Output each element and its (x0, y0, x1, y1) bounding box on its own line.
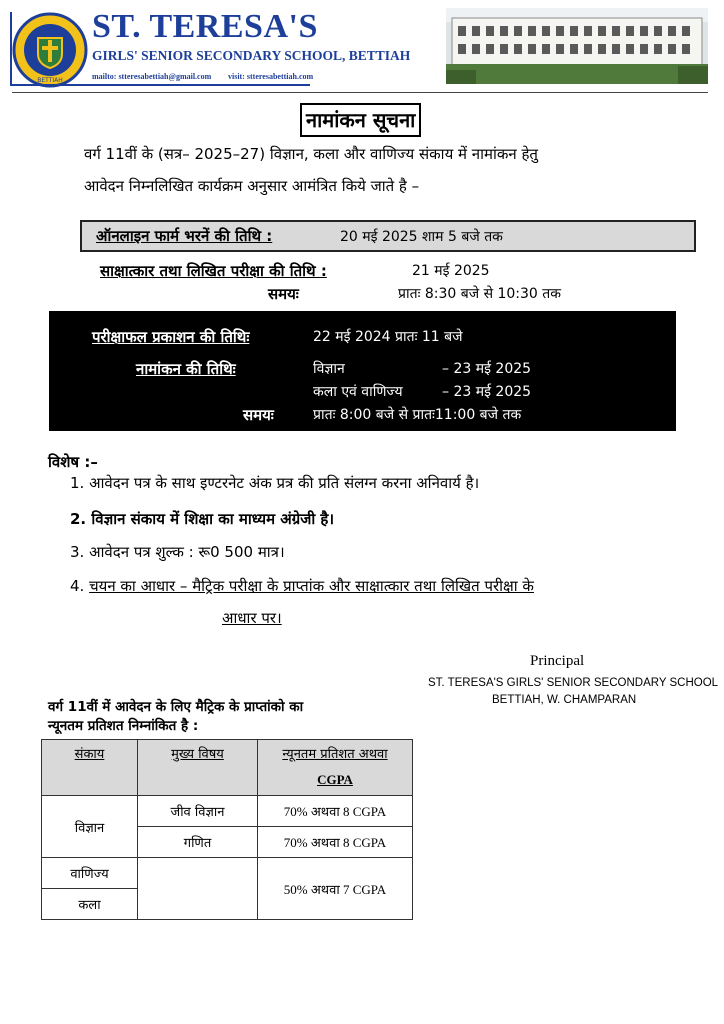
table-cell-commerce-arts-requirement: 50% अथवा 7 CGPA (257, 857, 413, 920)
science-stream-label: विज्ञान (313, 361, 345, 377)
admission-time-value: प्रातः 8:00 बजे से प्रातः11:00 बजे तक (313, 407, 522, 423)
note-number: 3. (70, 543, 85, 561)
note-text: आवेदन पत्र के साथ इण्टरनेट अंक प्रत्र की प्रति संलग्न करना अनिवार्य है। (89, 474, 480, 492)
table-cell-biology-requirement: 70% अथवा 8 CGPA (257, 795, 413, 827)
admission-time-label: समयः (243, 406, 274, 424)
table-cell-biology: जीव विज्ञान (137, 795, 258, 827)
note-item-1 (70, 473, 479, 493)
result-date-value: 22 मई 2024 प्रातः 11 बजे (313, 329, 463, 345)
table-cell-arts: कला (41, 888, 138, 920)
table-header-subject: मुख्य विषय (137, 739, 258, 796)
criteria-table (41, 739, 413, 920)
table-cell-maths-requirement: 70% अथवा 8 CGPA (257, 826, 413, 858)
table-cell-maths: गणित (137, 826, 258, 858)
note-text: विज्ञान संकाय में शिक्षा का माध्यम अंग्रेजी है। (91, 510, 335, 528)
website-link[interactable]: visit: stteresabettiah.com (228, 72, 314, 81)
school-logo (12, 12, 88, 88)
table-header-minimum: न्यूनतम प्रतिशत अथवा CGPA (257, 739, 413, 796)
note-text: चयन का आधार – मैट्रिक परीक्षा के प्राप्तांक और साक्षात्कार तथा लिखित परीक्षा के (89, 577, 534, 595)
criteria-heading-line-1: वर्ग 11वीं में आवेदन के लिए मैट्रिक के प्राप्तांको का (48, 699, 304, 715)
note-number: 2. (70, 510, 87, 528)
intro-line-1: वर्ग 11वीं के (सत्र– 2025–27) विज्ञान, कला और वाणिज्य संकाय में नामांकन हेतु (84, 145, 538, 163)
school-building-photo (446, 8, 708, 84)
school-subtitle: GIRLS' SENIOR SECONDARY SCHOOL, BETTIAH (92, 48, 411, 63)
table-cell-commerce: वाणिज्य (41, 857, 138, 889)
note-item-2 (70, 509, 334, 529)
interview-date-label: साक्षात्कार तथा लिखित परीक्षा की तिथि : (100, 262, 327, 280)
interview-time-value: प्रातः 8:30 बजे से 10:30 तक (398, 286, 562, 302)
interview-time-label: समयः (268, 285, 299, 303)
admission-date-label: नामांकन की तिथिः (136, 360, 236, 378)
intro-line-2: आवेदन निम्नलिखित कार्यक्रम अनुसार आमंत्रित किये जाते है – (84, 177, 420, 195)
header-rule (10, 84, 310, 86)
arts-commerce-stream-label: कला एवं वाणिज्य (313, 384, 403, 400)
note-item-3 (70, 542, 285, 562)
principal-location: BETTIAH, W. CHAMPARAN (492, 694, 637, 706)
svg-text:BETTIAH: BETTIAH (37, 77, 63, 84)
online-form-date-label: ऑनलाइन फार्म भरनें की तिथि : (96, 227, 273, 245)
note-item-4-continuation: आधार पर। (222, 609, 282, 627)
header-divider (12, 92, 708, 93)
criteria-heading-line-2: न्यूनतम प्रतिशत निम्नांकित है : (48, 718, 199, 734)
interview-date-value: 21 मई 2025 (412, 263, 490, 279)
notice-title: नामांकन सूचना (300, 103, 421, 137)
email-link[interactable]: mailto: stteresabettiah@gmail.com (92, 72, 212, 81)
table-header-faculty: संकाय (41, 739, 138, 796)
table-cell-empty-subject (137, 857, 258, 920)
note-text: आवेदन पत्र शुल्क : रू0 500 मात्र। (89, 543, 285, 561)
notes-heading: विशेष :– (48, 453, 98, 471)
note-item-4 (70, 576, 534, 596)
principal-title: Principal (530, 653, 585, 669)
online-form-date-value: 20 मई 2025 शाम 5 बजे तक (340, 229, 503, 245)
principal-school-name: ST. TERESA'S GIRLS' SENIOR SECONDARY SCHOOL (428, 677, 719, 689)
note-number: 4. (70, 577, 85, 595)
school-name: ST. TERESA'S (92, 8, 318, 45)
science-admission-date: – 23 मई 2025 (442, 361, 532, 377)
table-cell-science: विज्ञान (41, 795, 138, 858)
result-date-label: परीक्षाफल प्रकाशन की तिथिः (92, 328, 250, 346)
note-number: 1. (70, 474, 85, 492)
arts-commerce-admission-date: – 23 मई 2025 (442, 384, 532, 400)
